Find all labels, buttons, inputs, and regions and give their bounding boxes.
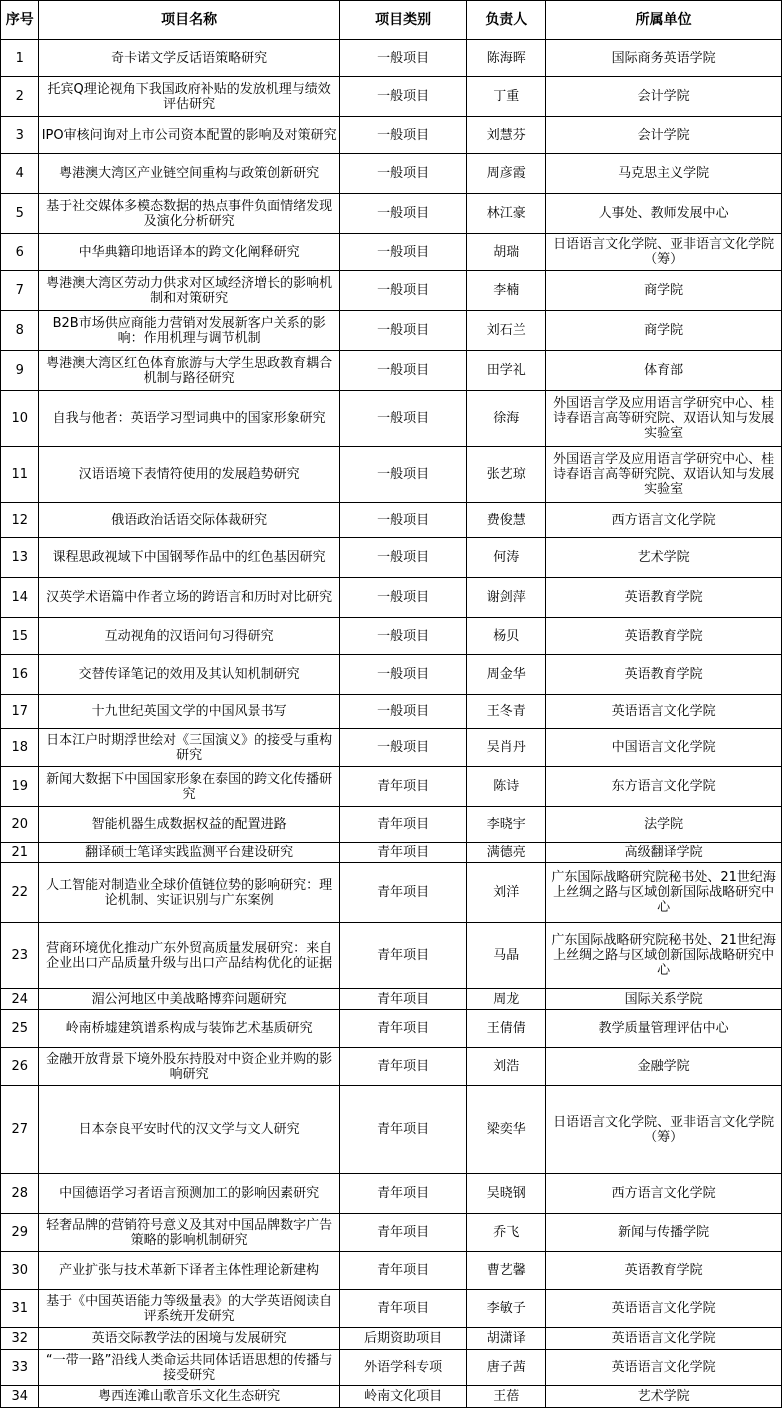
table-row — [1, 578, 782, 618]
row-lead: 田学礼 — [467, 351, 546, 391]
row-lead: 周龙 — [467, 989, 546, 1010]
row-no: 14 — [1, 578, 39, 618]
row-no: 7 — [1, 271, 39, 311]
table-row — [1, 1048, 782, 1086]
row-unit: 外国语言学及应用语言学研究中心、桂诗春语言高等研究院、双语认知与发展实验室 — [546, 447, 782, 503]
row-type: 一般项目 — [339, 234, 466, 271]
table-row — [1, 311, 782, 351]
row-name: 俄语政治话语交际体裁研究 — [39, 503, 339, 538]
row-unit: 人事处、教师发展中心 — [546, 194, 782, 234]
row-type: 外语学科专项 — [339, 1350, 466, 1386]
row-no: 5 — [1, 194, 39, 234]
row-lead: 唐子茜 — [467, 1350, 546, 1386]
row-type: 一般项目 — [339, 655, 466, 695]
table-row — [1, 351, 782, 391]
row-no: 2 — [1, 77, 39, 117]
row-name: 交替传译笔记的效用及其认知机制研究 — [39, 655, 339, 695]
table-row — [1, 1252, 782, 1290]
row-no: 17 — [1, 695, 39, 729]
row-type: 青年项目 — [339, 807, 466, 843]
row-unit: 英语语言文化学院 — [546, 1328, 782, 1350]
table-row — [1, 618, 782, 655]
row-no: 20 — [1, 807, 39, 843]
row-lead: 李敏子 — [467, 1290, 546, 1328]
table-row — [1, 234, 782, 271]
row-no: 13 — [1, 538, 39, 578]
row-unit: 西方语言文化学院 — [546, 503, 782, 538]
row-unit: 英语教育学院 — [546, 655, 782, 695]
row-type: 一般项目 — [339, 503, 466, 538]
row-no: 34 — [1, 1386, 39, 1408]
row-no: 27 — [1, 1086, 39, 1174]
row-unit: 英语语言文化学院 — [546, 1350, 782, 1386]
row-unit: 英语语言文化学院 — [546, 1290, 782, 1328]
row-no: 32 — [1, 1328, 39, 1350]
row-lead: 陈海晖 — [467, 40, 546, 77]
table-row — [1, 1214, 782, 1252]
row-type: 一般项目 — [339, 618, 466, 655]
table-row — [1, 538, 782, 578]
row-unit: 商学院 — [546, 311, 782, 351]
row-no: 4 — [1, 154, 39, 194]
row-name: 中华典籍印地语译本的跨文化阐释研究 — [39, 234, 339, 271]
row-type: 一般项目 — [339, 311, 466, 351]
row-no: 10 — [1, 391, 39, 447]
row-name: 自我与他者：英语学习型词典中的国家形象研究 — [39, 391, 339, 447]
row-lead: 周彦霞 — [467, 154, 546, 194]
row-no: 30 — [1, 1252, 39, 1290]
row-unit: 广东国际战略研究院秘书处、21世纪海上丝绸之路与区域创新国际战略研究中心 — [546, 923, 782, 989]
row-unit: 英语教育学院 — [546, 1252, 782, 1290]
table-row — [1, 194, 782, 234]
row-lead: 吴肖丹 — [467, 729, 546, 767]
row-type: 一般项目 — [339, 538, 466, 578]
row-no: 25 — [1, 1010, 39, 1048]
table-row — [1, 40, 782, 77]
row-name: 日本江户时期浮世绘对《三国演义》的接受与重构研究 — [39, 729, 339, 767]
row-name: B2B市场供应商能力营销对发展新客户关系的影响：作用机理与调节机制 — [39, 311, 339, 351]
table-row — [1, 989, 782, 1010]
row-unit: 东方语言文化学院 — [546, 767, 782, 807]
row-lead: 刘慧芬 — [467, 117, 546, 154]
row-type: 青年项目 — [339, 923, 466, 989]
row-type: 一般项目 — [339, 194, 466, 234]
row-type: 青年项目 — [339, 843, 466, 863]
row-unit: 英语语言文化学院 — [546, 695, 782, 729]
row-name: 托宾Q理论视角下我国政府补贴的发放机理与绩效评估研究 — [39, 77, 339, 117]
row-type: 青年项目 — [339, 863, 466, 923]
header-name: 项目名称 — [39, 1, 339, 40]
row-unit: 体育部 — [546, 351, 782, 391]
row-unit: 新闻与传播学院 — [546, 1214, 782, 1252]
row-unit: 商学院 — [546, 271, 782, 311]
row-type: 青年项目 — [339, 1086, 466, 1174]
table-row — [1, 655, 782, 695]
row-type: 青年项目 — [339, 1214, 466, 1252]
row-type: 一般项目 — [339, 40, 466, 77]
row-unit: 国际关系学院 — [546, 989, 782, 1010]
row-no: 22 — [1, 863, 39, 923]
row-lead: 周金华 — [467, 655, 546, 695]
row-type: 青年项目 — [339, 1010, 466, 1048]
row-name: 粤港澳大湾区红色体育旅游与大学生思政教育耦合机制与路径研究 — [39, 351, 339, 391]
row-lead: 费俊慧 — [467, 503, 546, 538]
row-type: 一般项目 — [339, 117, 466, 154]
row-type: 后期资助项目 — [339, 1328, 466, 1350]
row-unit: 西方语言文化学院 — [546, 1174, 782, 1214]
table-row — [1, 271, 782, 311]
row-lead: 刘浩 — [467, 1048, 546, 1086]
table-row — [1, 391, 782, 447]
table-row — [1, 503, 782, 538]
row-lead: 丁重 — [467, 77, 546, 117]
table-row — [1, 1350, 782, 1386]
row-name: 金融开放背景下境外股东持股对中资企业并购的影响研究 — [39, 1048, 339, 1086]
row-unit: 英语教育学院 — [546, 578, 782, 618]
table-row — [1, 695, 782, 729]
row-no: 11 — [1, 447, 39, 503]
row-name: 课程思政视域下中国钢琴作品中的红色基因研究 — [39, 538, 339, 578]
row-lead: 刘石兰 — [467, 311, 546, 351]
row-no: 18 — [1, 729, 39, 767]
row-unit: 艺术学院 — [546, 538, 782, 578]
row-unit: 教学质量管理评估中心 — [546, 1010, 782, 1048]
row-name: 奇卡诺文学反话语策略研究 — [39, 40, 339, 77]
row-type: 一般项目 — [339, 729, 466, 767]
row-name: 岭南桥墟建筑谱系构成与装饰艺术基质研究 — [39, 1010, 339, 1048]
row-unit: 广东国际战略研究院秘书处、21世纪海上丝绸之路与区域创新国际战略研究中心 — [546, 863, 782, 923]
table-row — [1, 1086, 782, 1174]
row-unit: 法学院 — [546, 807, 782, 843]
row-lead: 王冬青 — [467, 695, 546, 729]
row-unit: 中国语言文化学院 — [546, 729, 782, 767]
row-name: 基于社交媒体多模态数据的热点事件负面情绪发现及演化分析研究 — [39, 194, 339, 234]
row-unit: 金融学院 — [546, 1048, 782, 1086]
row-lead: 何涛 — [467, 538, 546, 578]
row-lead: 徐海 — [467, 391, 546, 447]
row-type: 一般项目 — [339, 578, 466, 618]
row-lead: 李楠 — [467, 271, 546, 311]
table-row — [1, 117, 782, 154]
row-name: 中国德语学习者语言预测加工的影响因素研究 — [39, 1174, 339, 1214]
row-name: 日本奈良平安时代的汉文学与文人研究 — [39, 1086, 339, 1174]
table-row — [1, 447, 782, 503]
table-row — [1, 1010, 782, 1048]
row-lead: 林江豪 — [467, 194, 546, 234]
row-unit: 英语教育学院 — [546, 618, 782, 655]
row-type: 一般项目 — [339, 447, 466, 503]
row-unit: 国际商务英语学院 — [546, 40, 782, 77]
row-no: 31 — [1, 1290, 39, 1328]
row-type: 一般项目 — [339, 154, 466, 194]
row-name: 营商环境优化推动广东外贸高质量发展研究：来自企业出口产品质量升级与出口产品结构优化的证据 — [39, 923, 339, 989]
table-row — [1, 1328, 782, 1350]
row-name: 十九世纪英国文学的中国风景书写 — [39, 695, 339, 729]
row-no: 6 — [1, 234, 39, 271]
row-lead: 王蓓 — [467, 1386, 546, 1408]
row-lead: 满德亮 — [467, 843, 546, 863]
row-type: 一般项目 — [339, 391, 466, 447]
row-name: 智能机器生成数据权益的配置进路 — [39, 807, 339, 843]
row-no: 15 — [1, 618, 39, 655]
row-no: 28 — [1, 1174, 39, 1214]
row-name: 人工智能对制造业全球价值链位势的影响研究：理论机制、实证识别与广东案例 — [39, 863, 339, 923]
row-name: “一带一路”沿线人类命运共同体话语思想的传播与接受研究 — [39, 1350, 339, 1386]
row-no: 16 — [1, 655, 39, 695]
row-type: 青年项目 — [339, 1252, 466, 1290]
table-row — [1, 77, 782, 117]
row-no: 9 — [1, 351, 39, 391]
row-unit: 艺术学院 — [546, 1386, 782, 1408]
row-type: 青年项目 — [339, 989, 466, 1010]
table-row — [1, 843, 782, 863]
row-type: 一般项目 — [339, 695, 466, 729]
row-lead: 乔飞 — [467, 1214, 546, 1252]
row-unit: 会计学院 — [546, 117, 782, 154]
row-no: 24 — [1, 989, 39, 1010]
table-row — [1, 767, 782, 807]
row-unit: 日语语言文化学院、亚非语言文化学院（筹） — [546, 1086, 782, 1174]
table-body — [1, 40, 782, 1408]
header-unit: 所属单位 — [546, 1, 782, 40]
row-type: 青年项目 — [339, 1290, 466, 1328]
row-type: 青年项目 — [339, 767, 466, 807]
table-row — [1, 923, 782, 989]
row-lead: 杨贝 — [467, 618, 546, 655]
table-row — [1, 807, 782, 843]
row-no: 23 — [1, 923, 39, 989]
table-row — [1, 729, 782, 767]
row-name: 轻奢品牌的营销符号意义及其对中国品牌数字广告策略的影响机制研究 — [39, 1214, 339, 1252]
row-no: 1 — [1, 40, 39, 77]
row-lead: 陈诗 — [467, 767, 546, 807]
row-unit: 会计学院 — [546, 77, 782, 117]
row-name: 汉英学术语篇中作者立场的跨语言和历时对比研究 — [39, 578, 339, 618]
row-no: 12 — [1, 503, 39, 538]
row-name: 英语交际教学法的困境与发展研究 — [39, 1328, 339, 1350]
row-name: 产业扩张与技术革新下译者主体性理论新建构 — [39, 1252, 339, 1290]
header-type: 项目类别 — [339, 1, 466, 40]
row-type: 岭南文化项目 — [339, 1386, 466, 1408]
row-lead: 曹艺馨 — [467, 1252, 546, 1290]
row-no: 33 — [1, 1350, 39, 1386]
header-row — [1, 1, 782, 40]
row-lead: 谢剑萍 — [467, 578, 546, 618]
row-no: 29 — [1, 1214, 39, 1252]
row-no: 8 — [1, 311, 39, 351]
row-name: 汉语语境下表情符使用的发展趋势研究 — [39, 447, 339, 503]
row-type: 一般项目 — [339, 271, 466, 311]
row-name: IPO审核问询对上市公司资本配置的影响及对策研究 — [39, 117, 339, 154]
row-name: 新闻大数据下中国国家形象在泰国的跨文化传播研究 — [39, 767, 339, 807]
row-lead: 王倩倩 — [467, 1010, 546, 1048]
row-unit: 外国语言学及应用语言学研究中心、桂诗春语言高等研究院、双语认知与发展实验室 — [546, 391, 782, 447]
table-row — [1, 863, 782, 923]
row-lead: 刘洋 — [467, 863, 546, 923]
table-row — [1, 1174, 782, 1214]
row-name: 湄公河地区中美战略博弈问题研究 — [39, 989, 339, 1010]
row-name: 粤西连滩山歌音乐文化生态研究 — [39, 1386, 339, 1408]
row-type: 青年项目 — [339, 1174, 466, 1214]
row-type: 青年项目 — [339, 1048, 466, 1086]
row-name: 粤港澳大湾区产业链空间重构与政策创新研究 — [39, 154, 339, 194]
table-row — [1, 1386, 782, 1408]
row-name: 翻译硕士笔译实践监测平台建设研究 — [39, 843, 339, 863]
header-lead: 负责人 — [467, 1, 546, 40]
row-lead: 胡潇译 — [467, 1328, 546, 1350]
row-name: 基于《中国英语能力等级量表》的大学英语阅读自评系统开发研究 — [39, 1290, 339, 1328]
row-no: 19 — [1, 767, 39, 807]
table-row — [1, 1290, 782, 1328]
row-lead: 吴晓钢 — [467, 1174, 546, 1214]
row-lead: 梁奕华 — [467, 1086, 546, 1174]
row-lead: 张艺琼 — [467, 447, 546, 503]
row-type: 一般项目 — [339, 351, 466, 391]
header-no: 序号 — [1, 1, 39, 40]
row-no: 3 — [1, 117, 39, 154]
row-unit: 马克思主义学院 — [546, 154, 782, 194]
row-lead: 李晓宇 — [467, 807, 546, 843]
row-unit: 高级翻译学院 — [546, 843, 782, 863]
row-name: 互动视角的汉语问句习得研究 — [39, 618, 339, 655]
row-lead: 胡瑞 — [467, 234, 546, 271]
table-row — [1, 154, 782, 194]
row-no: 26 — [1, 1048, 39, 1086]
row-lead: 马晶 — [467, 923, 546, 989]
row-unit: 日语语言文化学院、亚非语言文化学院（筹） — [546, 234, 782, 271]
row-no: 21 — [1, 843, 39, 863]
row-name: 粤港澳大湾区劳动力供求对区域经济增长的影响机制和对策研究 — [39, 271, 339, 311]
row-type: 一般项目 — [339, 77, 466, 117]
